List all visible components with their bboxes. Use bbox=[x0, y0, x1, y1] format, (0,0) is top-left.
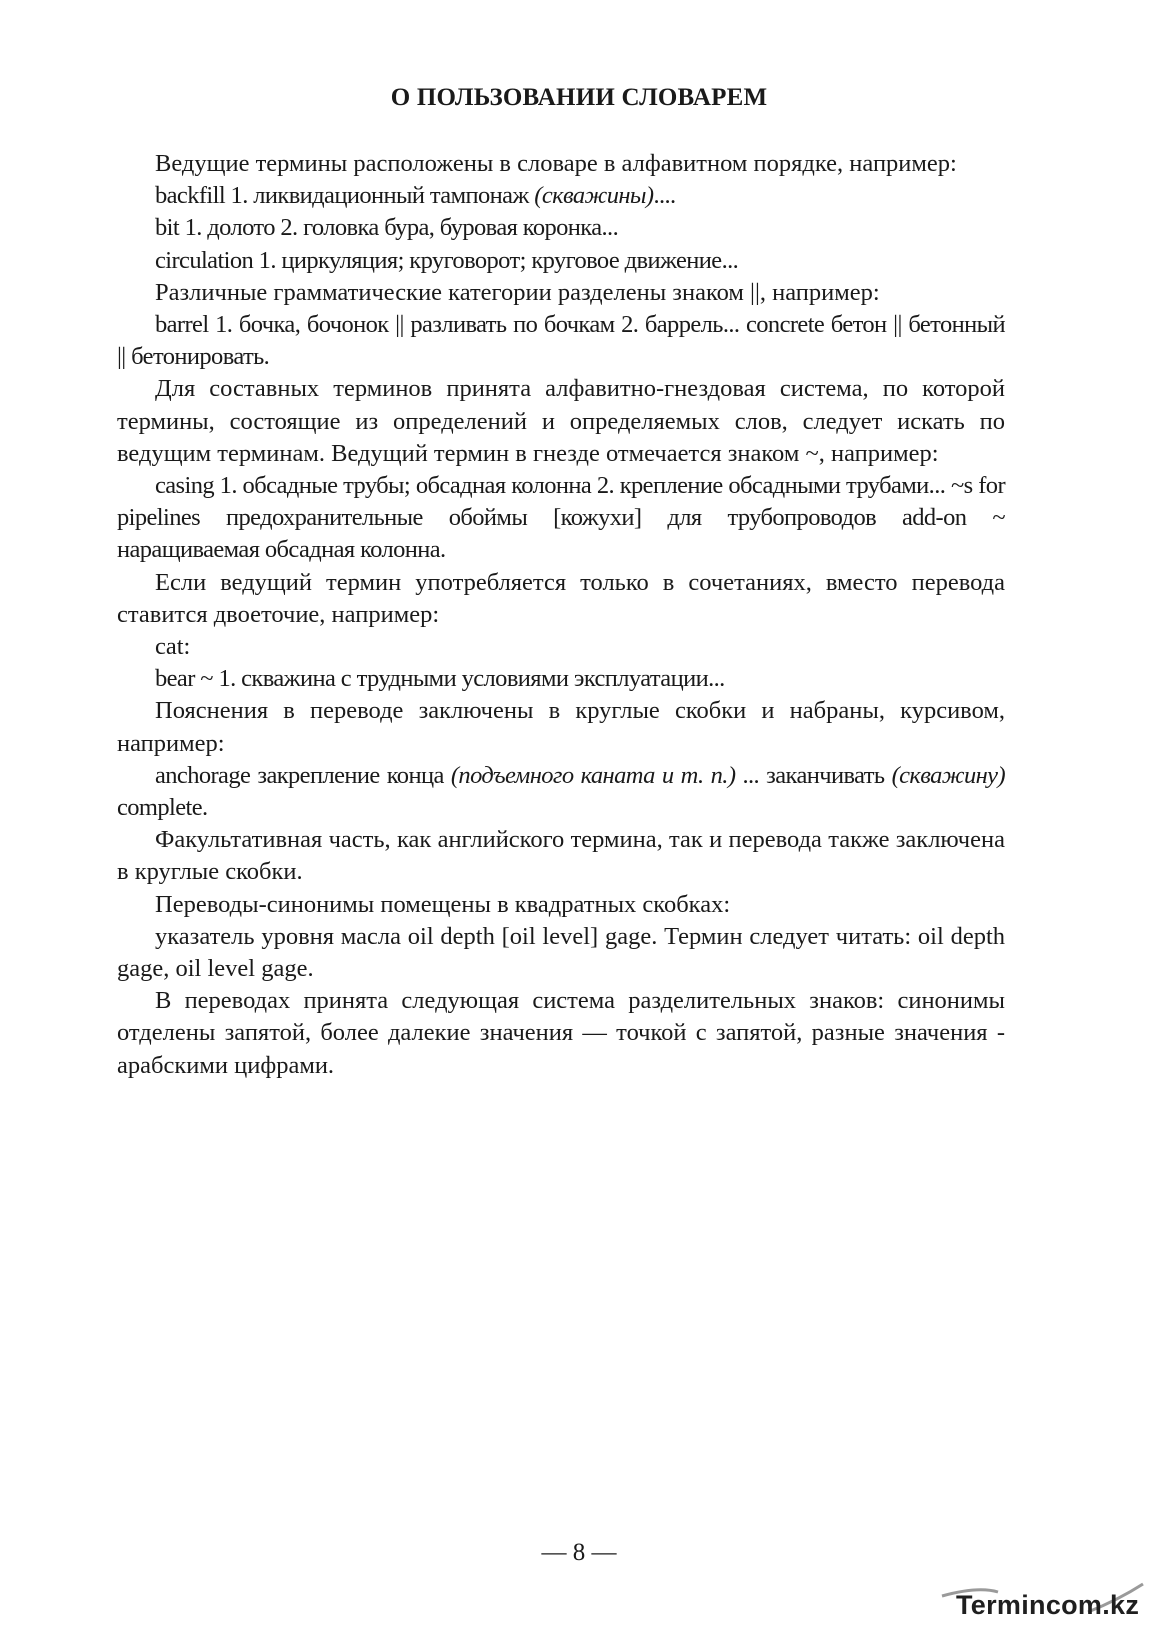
example-line: bear ~ 1. скважина с трудными условиями эксплуатации... bbox=[155, 665, 725, 693]
example-line: backfill 1. ликвидационный тампонаж (скважины).... bbox=[155, 182, 676, 210]
paragraph: В переводах принята следующая система разделительных знаков: синонимы отделены запятой, более далекие значения — точкой с запятой, разные значения - арабскими цифрами. bbox=[117, 987, 1005, 1079]
paragraph: Ведущие термины расположены в словаре в алфавитном порядке, например: bbox=[155, 150, 957, 177]
example-line: bit 1. долото 2. головка бура, буровая коронка... bbox=[155, 214, 619, 242]
example-line: casing 1. обсадные трубы; обсадная колонна 2. крепление обсадными трубами... ~s for pipelines предохранительные обоймы [кожухи] для трубопроводов add-on ~ наращиваемая обсадная колонна. bbox=[117, 472, 1005, 564]
example-line: barrel 1. бочка, бочонок || разливать по бочкам 2. баррель... concrete бетон || бетонный || бетонировать. bbox=[117, 311, 1005, 371]
paragraph: Переводы-синонимы помещены в квадратных скобках: bbox=[155, 890, 731, 918]
page-title: О ПОЛЬЗОВАНИИ СЛОВАРЕМ bbox=[390, 84, 768, 111]
paragraph: Пояснения в переводе заключены в круглые скобки и набраны, курсивом, например: bbox=[117, 697, 1005, 757]
paragraph: Различные грамматические категории разделены знаком ||, например: bbox=[155, 278, 880, 306]
paragraph: Если ведущий термин употребляется только в сочетаниях, вместо перевода ставится двоеточие, например: bbox=[117, 568, 1005, 628]
watermark-logo bbox=[938, 1582, 1148, 1630]
page-number: — 8 — bbox=[541, 1539, 617, 1566]
example-line: circulation 1. циркуляция; круговорот; круговое движение... bbox=[155, 246, 739, 274]
paragraph: Факультативная часть, как английского термина, так и перевода также заключена в круглые скобки. bbox=[117, 826, 1005, 886]
example-line: cat: bbox=[155, 633, 191, 661]
body-text bbox=[117, 148, 1005, 1082]
watermark-text: Termincom.kz bbox=[956, 1590, 1140, 1620]
example-line: указатель уровня масла oil depth [oil level] gage. Термин следует читать: oil depth gage, oil level gage. bbox=[117, 922, 1005, 983]
paragraph: Для составных терминов принята алфавитно-гнездовая система, по которой термины, состоящие из определений и определяемых слов, следует искать по ведущим терминам. Ведущий термин в гнезде отмечается знаком ~, например: bbox=[117, 375, 1005, 467]
example-line: anchorage закрепление конца (подъемного каната и т. п.) ... заканчивать (скважину) complete. bbox=[117, 761, 1006, 822]
